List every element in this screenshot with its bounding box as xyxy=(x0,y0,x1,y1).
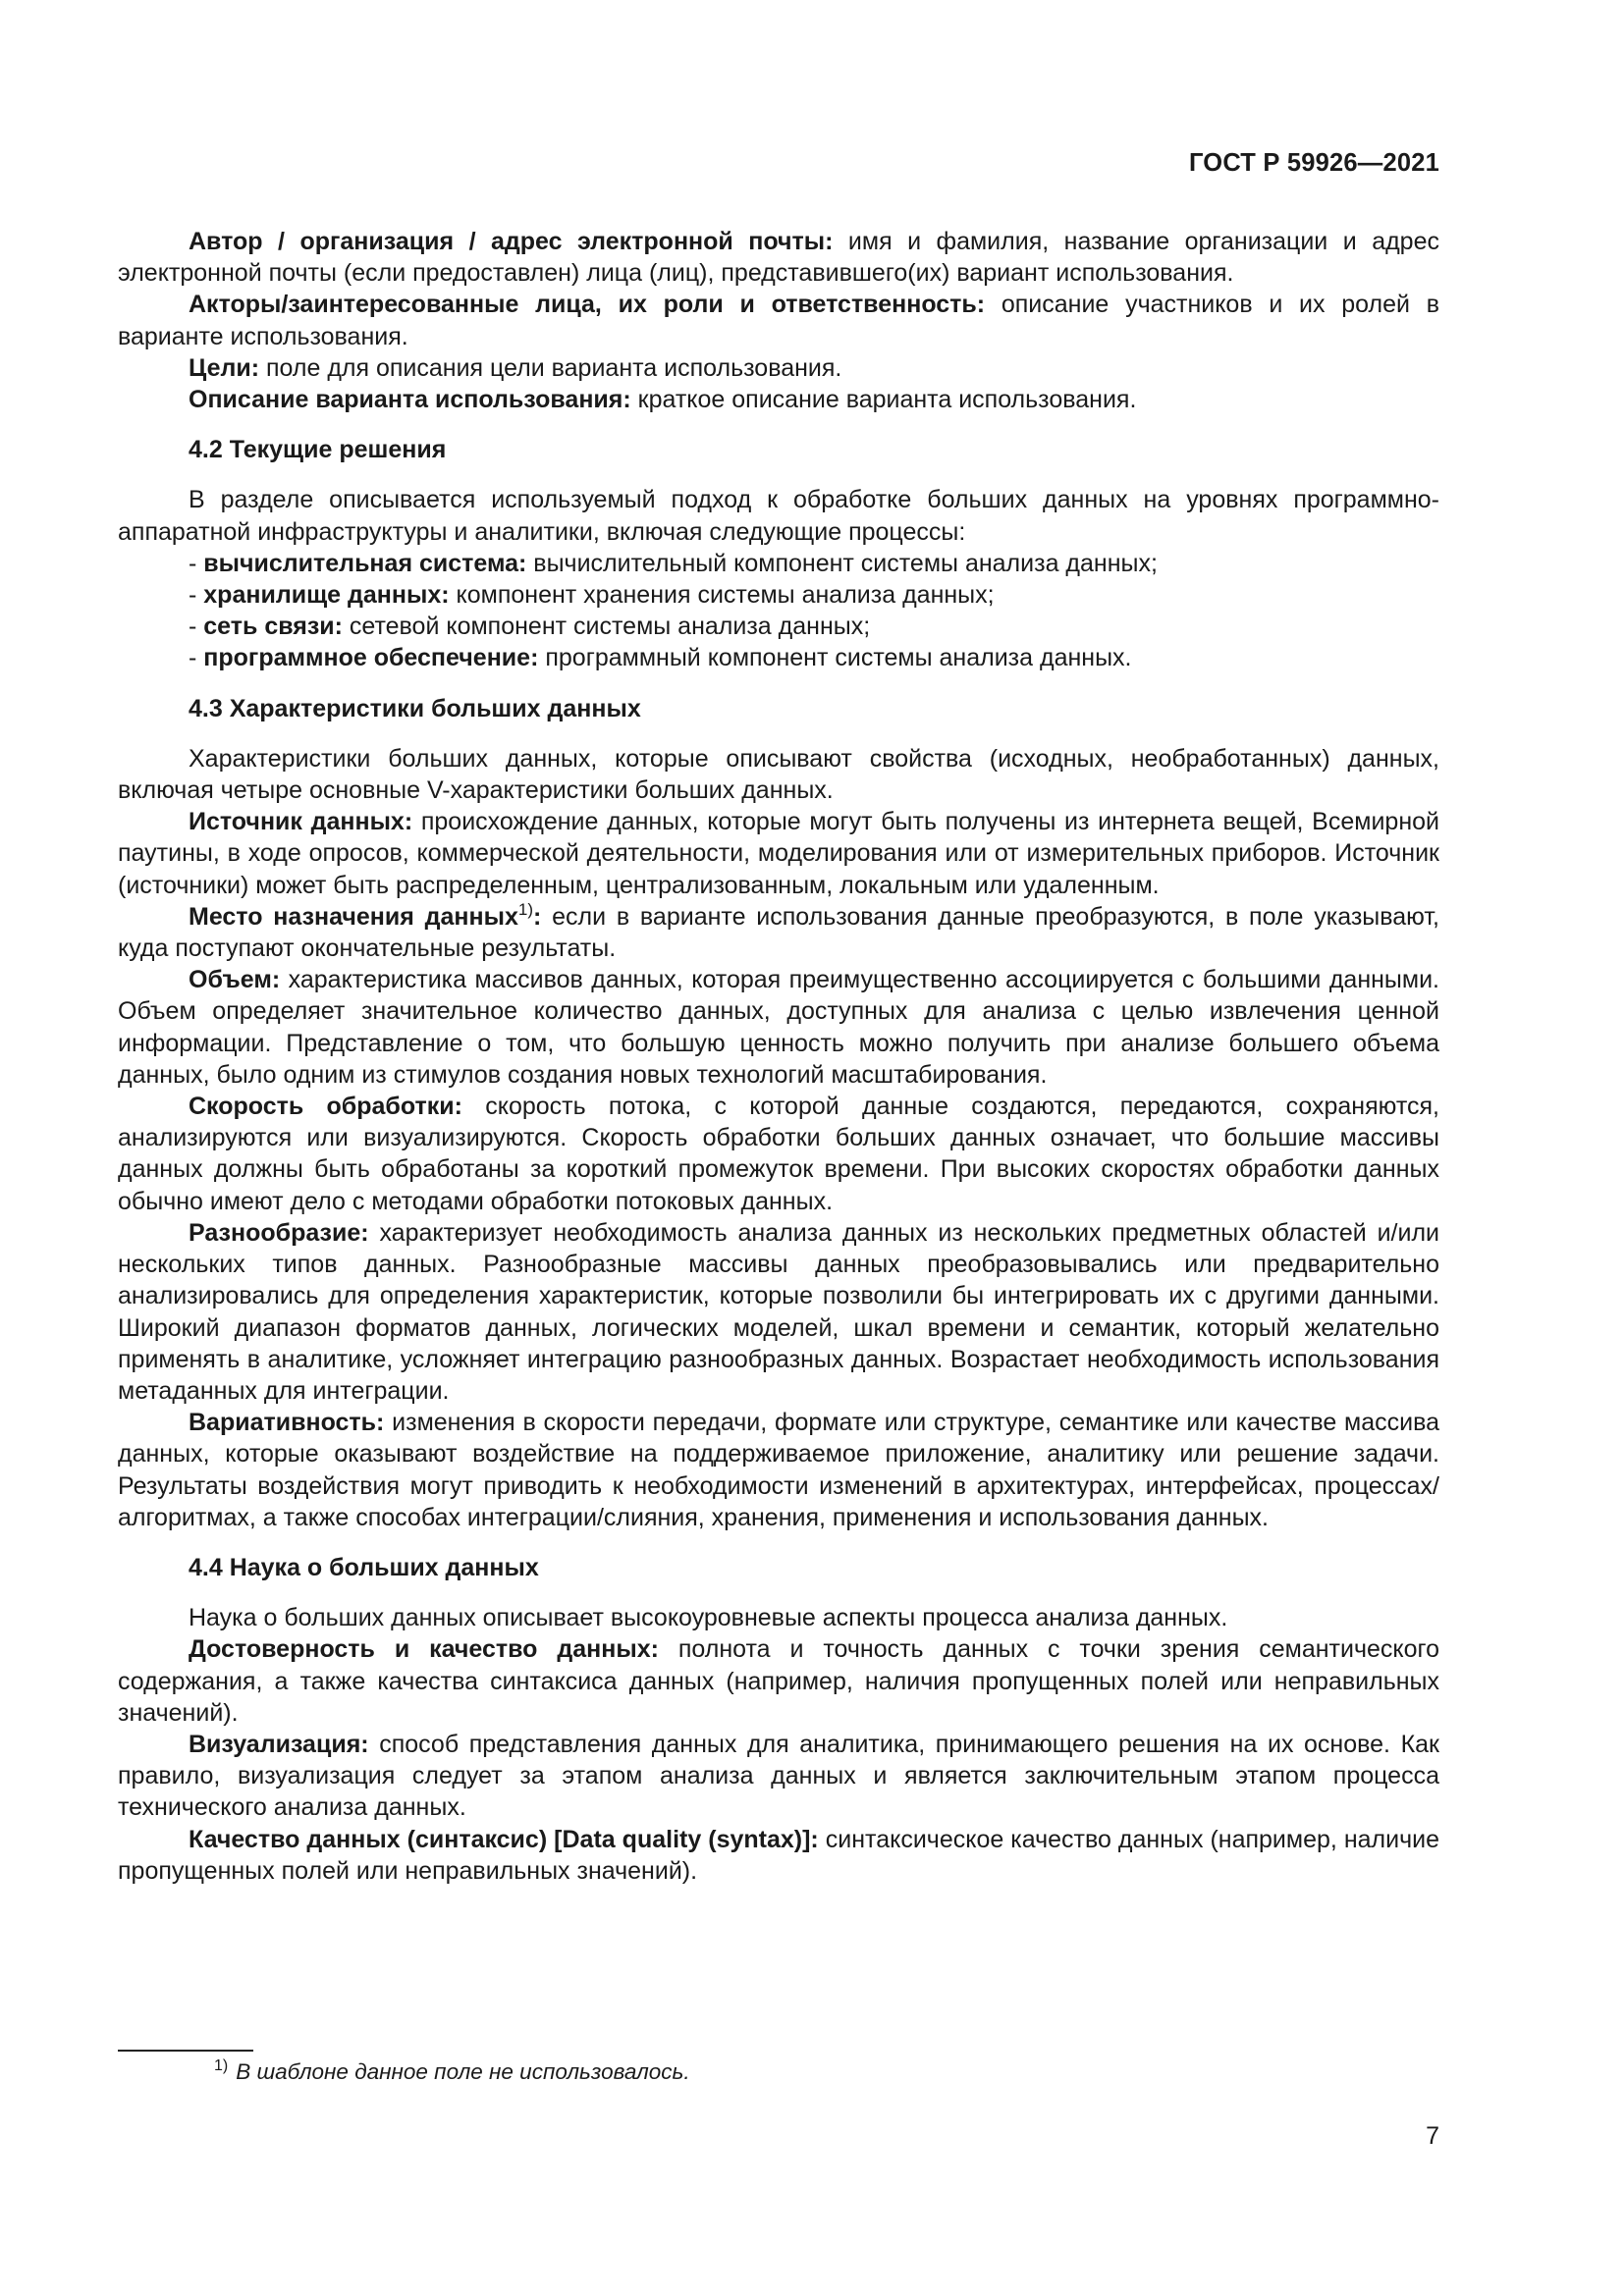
footnote-text: В шаблоне данное поле не использовалось. xyxy=(236,2059,690,2084)
definition: способ представления данных для аналитика, принимающего решения на их основе. Как правило, визуализация следует за этапом анализа данных и является заключительным этапом процесса технического анализа данных. xyxy=(118,1730,1439,1822)
section-heading-4-4: 4.4 Наука о больших данных xyxy=(189,1553,539,1581)
term: Визуализация: xyxy=(189,1730,369,1758)
paragraph-s43-intro: Характеристики больших данных, которые описывают свойства (исходных, необработанных) данных, включая четыре основные V-характеристики больших данных. xyxy=(118,744,1439,805)
paragraph-variety xyxy=(118,1217,1439,1407)
term: Качество данных (синтаксис) [Data quality (syntax)]: xyxy=(189,1825,819,1853)
term: Акторы/заинтересованные лица, их роли и ответственность: xyxy=(189,291,986,319)
definition: изменения в скорости передачи, формате или структуре, семантике или качестве массива данных, которые оказывают воздействие на поддерживаемое приложение, аналитику или решение задачи. Результаты воздействия могут приводить к необходимости изменений в архитектурах, интерфейсах, процессах/алгоритмах, а также способах интеграции/слияния, хранения, применения и использования данных. xyxy=(118,1409,1439,1531)
definition: полнота и точность данных с точки зрения семантического содержания, а также качества синтаксиса данных (например, наличия пропущенных полей или неправильных значений). xyxy=(118,1635,1439,1727)
list-item xyxy=(118,642,1439,673)
paragraph-description xyxy=(118,384,1439,415)
list-dash: - xyxy=(189,613,204,641)
definition: если в варианте использования данные преобразуются, в поле указывают, куда поступают окончательные результаты. xyxy=(118,902,1439,963)
page-number: 7 xyxy=(1426,2122,1439,2150)
term: Описание варианта использования: xyxy=(189,386,631,414)
definition: характеристика массивов данных, которая преимущественно ассоциируется с большими данными. Объем определяет значительное количество данных, доступных для анализа с целью извлечения ценной информации. Представление о том, что большую ценность можно получить при анализе большего объема данных, было одним из стимулов создания новых технологий масштабирования. xyxy=(118,966,1439,1089)
term: программное обеспечение: xyxy=(203,644,539,672)
list-item xyxy=(118,611,1439,642)
definition: имя и фамилия, название организации и адрес электронной почты (если предоставлен) лица (лиц), представившего(их) вариант использования. xyxy=(118,228,1439,288)
term-colon: : xyxy=(533,902,542,931)
paragraph-data-source xyxy=(118,806,1439,901)
section-heading-4-2: 4.2 Текущие решения xyxy=(189,436,447,464)
paragraph-data-quality xyxy=(118,1824,1439,1887)
term: Место назначения данных xyxy=(189,902,518,931)
section-heading-4-3: 4.3 Характеристики больших данных xyxy=(189,694,641,722)
paragraph-data-destination xyxy=(118,901,1439,964)
paragraph-goals xyxy=(118,352,1439,384)
definition: сетевой компонент системы анализа данных; xyxy=(342,613,871,641)
definition: компонент хранения системы анализа данных; xyxy=(449,581,995,610)
definition: поле для описания цели варианта использования. xyxy=(259,353,842,382)
term: Достоверность и качество данных: xyxy=(189,1635,659,1664)
footnote xyxy=(214,2058,690,2086)
paragraph-visualization xyxy=(118,1729,1439,1824)
paragraph-variability xyxy=(118,1407,1439,1533)
footnote-mark: 1) xyxy=(214,2057,229,2074)
term: сеть связи: xyxy=(203,613,343,641)
list-item xyxy=(118,548,1439,579)
paragraph-author xyxy=(118,226,1439,289)
term: вычислительная система: xyxy=(203,549,527,577)
definition: синтаксическое качество данных (например, наличие пропущенных полей или неправильных значений). xyxy=(118,1825,1440,1885)
list-item xyxy=(118,579,1439,611)
paragraph-actors xyxy=(118,289,1439,351)
term: Вариативность: xyxy=(189,1409,385,1437)
paragraph-s44-intro: Наука о больших данных описывает высокоуровневые аспекты процесса анализа данных. xyxy=(189,1604,1228,1632)
paragraph-s42-intro: В разделе описывается используемый подход к обработке больших данных на уровнях программно-аппаратной инфраструктуры и аналитики, включая следующие процессы: xyxy=(118,486,1439,546)
document-body xyxy=(118,226,1439,1887)
definition: происхождение данных, которые могут быть получены из интернета вещей, Всемирной паутины, в ходе опросов, коммерческой деятельности, моделирования или от измерительных приборов. Источник (источники) может быть распределенным, централизованным, локальным или удаленным. xyxy=(118,808,1439,899)
term: Объем: xyxy=(189,966,281,994)
definition: программный компонент системы анализа данных. xyxy=(538,644,1132,672)
list-dash: - xyxy=(189,644,204,672)
term: Разнообразие: xyxy=(189,1218,369,1247)
footnote-separator xyxy=(118,2050,253,2052)
definition: краткое описание варианта использования. xyxy=(630,386,1137,414)
paragraph-volume xyxy=(118,964,1439,1091)
definition: скорость потока, с которой данные создаются, передаются, сохраняются, анализируются или визуализируются. Скорость обработки больших данных означает, что большие массивы данных должны быть обработаны за короткий промежуток времени. При высоких скоростях обработки данных обычно имеют дело с методами обработки потоковых данных. xyxy=(118,1093,1439,1215)
footnote-reference: 1) xyxy=(517,899,533,919)
paragraph-veracity xyxy=(118,1633,1439,1729)
document-header-id: ГОСТ Р 59926—2021 xyxy=(1188,149,1439,177)
term: Источник данных: xyxy=(189,808,413,836)
term: Автор / организация / адрес электронной почты: xyxy=(189,228,834,255)
term: хранилище данных: xyxy=(203,581,450,610)
definition: характеризует необходимость анализа данных из нескольких предметных областей и/или нескольких типов данных. Разнообразные массивы данных преобразовывались или предварительно анализировались для определения характеристик, которые позволили бы интегрировать их с другими данными. Широкий диапазон форматов данных, логических моделей, шкал времени и семантик, который желательно применять в аналитике, усложняет интеграцию разнообразных данных. Возрастает необходимость использования метаданных для интеграции. xyxy=(118,1218,1439,1405)
paragraph-velocity xyxy=(118,1091,1439,1217)
list-dash: - xyxy=(189,549,204,577)
term: Цели: xyxy=(189,353,260,382)
term: Скорость обработки: xyxy=(189,1093,462,1121)
list-dash: - xyxy=(189,581,204,610)
definition: описание участников и их ролей в варианте использования. xyxy=(118,291,1439,350)
definition: вычислительный компонент системы анализа данных; xyxy=(526,549,1158,577)
